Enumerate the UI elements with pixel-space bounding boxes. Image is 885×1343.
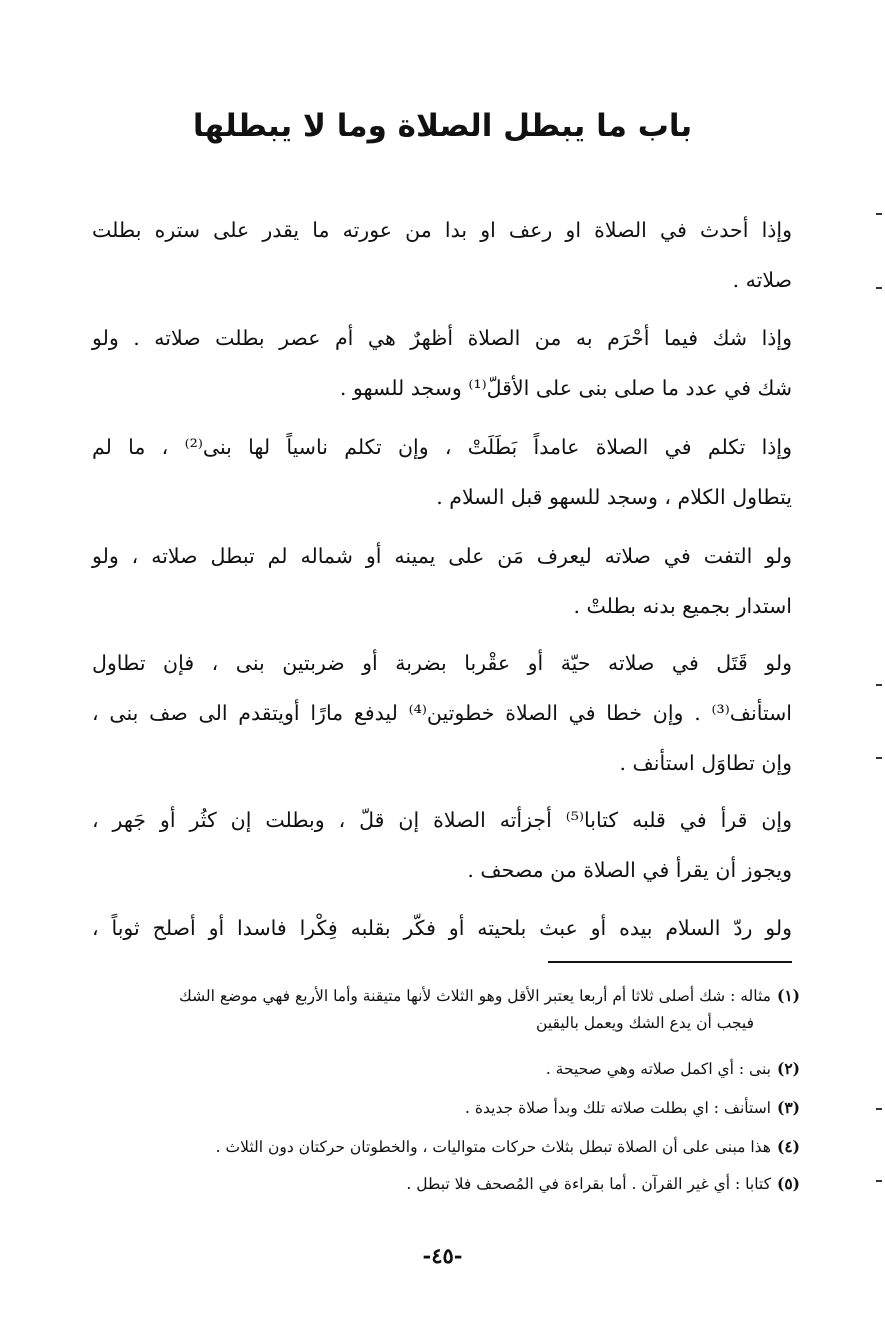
- footnote-number: (٤): [776, 1137, 800, 1156]
- paragraph-4: [92, 531, 792, 631]
- paragraph-2: [92, 313, 792, 413]
- footnote-text: كتابا : أي غير القرآن . أما بقراءة في المُصحف فلا تبطل .: [406, 1175, 771, 1193]
- paragraph-1: [92, 205, 792, 305]
- paragraph-line: استأنف⁽³⁾ . وإن خطا في الصلاة خطوتين⁽⁴⁾ ليدفع مارًا أويتقدم الى صف بنى ،: [92, 701, 792, 725]
- footnote-5: [100, 1170, 800, 1198]
- margin-mark: [876, 684, 882, 686]
- footnote-separator: [548, 961, 792, 963]
- footnote-continuation: فيجب أن يدع الشك ويعمل باليقين: [536, 1014, 754, 1032]
- paragraph-line: ويجوز أن يقرأ في الصلاة من مصحف .: [467, 858, 792, 882]
- paragraph-line: ولو ردّ السلام بيده أو عبث بلحيته أو فكّر بقلبه فِكْرا فاسدا أو أصلح ثوباً ،: [92, 916, 792, 940]
- paragraph-5: [92, 638, 792, 788]
- paragraph-line: وإذا شك فيما أحْرَم به من الصلاة أظهرٌ هي أم عصر بطلت صلاته . ولو: [92, 326, 792, 350]
- paragraph-line: وإذا أحدث في الصلاة او رعف او بدا من عورته ما يقدر على ستره بطلت: [92, 218, 792, 242]
- paragraph-6: [92, 795, 792, 895]
- footnote-text: مثاله : شك أصلى ثلاثا أم أربعا يعتبر الأقل وهو الثلاث لأنها متيقنة وأما الأربع فهي موضع الشك: [179, 987, 771, 1005]
- footnote-text: هذا مبنى على أن الصلاة تبطل بثلاث حركات متواليات ، والخطوتان حركتان دون الثلاث .: [215, 1138, 771, 1156]
- footnote-2: [100, 1055, 800, 1083]
- footnote-text: بنى : أي اكمل صلاته وهي صحيحة .: [545, 1060, 771, 1078]
- paragraph-line: يتطاول الكلام ، وسجد للسهو قبل السلام .: [436, 485, 792, 509]
- paragraph-line: شك في عدد ما صلى بنى على الأقلّ⁽¹⁾ وسجد للسهو .: [339, 376, 792, 400]
- paragraph-line: وإذا تكلم في الصلاة عامداً بَطَلَتْ ، وإن تكلم ناسياً لها بنى⁽²⁾ ، ما لم: [92, 435, 792, 459]
- margin-mark: [876, 1108, 882, 1110]
- paragraph-line: ولو قَتَل في صلاته حيّة أو عقْربا بضربة أو ضربتين بنى ، فإن تطاول: [92, 651, 792, 675]
- paragraph-line: صلاته .: [732, 268, 792, 292]
- margin-mark: [876, 213, 882, 215]
- paragraph-3: [92, 422, 792, 522]
- footnote-4: [100, 1133, 800, 1161]
- footnote-number: (٥): [776, 1174, 800, 1193]
- footnote-number: (١): [776, 986, 800, 1005]
- paragraph-line: وإن تطاوَل استأنف .: [619, 751, 792, 775]
- chapter-title: باب ما يبطل الصلاة وما لا يبطلها: [192, 108, 693, 144]
- margin-mark: [876, 287, 882, 289]
- margin-mark: [876, 1180, 882, 1182]
- margin-mark: [876, 757, 882, 759]
- paragraph-line: استدار بجميع بدنه بطلتْ .: [573, 594, 792, 618]
- footnote-number: (٢): [776, 1059, 800, 1078]
- paragraph-line: وإن قرأ في قلبه كتابا⁽⁵⁾ أجزأته الصلاة إن قلّ ، وبطلت إن كثُر أو جَهر ،: [92, 808, 792, 832]
- footnote-3: [100, 1094, 800, 1122]
- footnote-text: استأنف : اي بطلت صلاته تلك وبدأ صلاة جديدة .: [465, 1099, 771, 1117]
- footnote-number: (٣): [776, 1098, 800, 1117]
- footnote-1: [100, 982, 800, 1037]
- page-number: -٤٥-: [422, 1243, 463, 1268]
- paragraph-7: [92, 903, 792, 953]
- paragraph-line: ولو التفت في صلاته ليعرف مَن على يمينه أو شماله لم تبطل صلاته ، ولو: [92, 544, 792, 568]
